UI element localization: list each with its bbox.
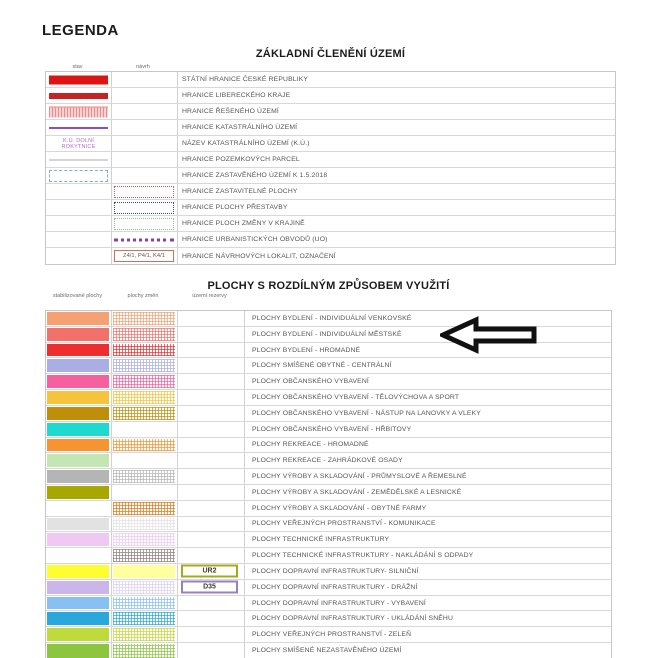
- bar-swatch: [49, 93, 108, 99]
- land-use-row: [46, 469, 611, 485]
- reserve-area-label-box: D35: [181, 581, 238, 594]
- change-area-swatch: [113, 644, 175, 658]
- land-use-row-label: PLOCHY VÝROBY A SKLADOVÁNÍ - PRŮMYSLOVÉ A ŘEMESLNÉ: [252, 473, 467, 481]
- land-use-row-label: PLOCHY DOPRAVNÍ INFRASTRUKTURY - DRÁŽNÍ: [252, 583, 418, 591]
- basic-division-row-label: HRANICE ZASTAVITELNÉ PLOCHY: [182, 188, 298, 195]
- stabilized-area-swatch: [47, 628, 109, 641]
- stabilized-area-swatch: [47, 565, 109, 578]
- line-swatch: [49, 159, 108, 160]
- land-use-row-label: PLOCHY TECHNICKÉ INFRASTRUKTURY - NAKLÁDÁNÍ S ODPADY: [252, 552, 474, 560]
- section-land-use-title: PLOCHY S ROZDÍLNÝM ZPŮSOBEM VYUŽITÍ: [207, 280, 450, 292]
- basic-division-row-label: HRANICE LIBERECKÉHO KRAJE: [182, 92, 291, 99]
- stabilized-area-swatch: [47, 581, 109, 594]
- basic-division-row-label: HRANICE PLOCH ZMĚNY V KRAJINĚ: [182, 220, 305, 227]
- stav-cell: [46, 72, 111, 87]
- basic-division-row: [46, 104, 615, 120]
- change-area-swatch: [113, 407, 175, 420]
- land-use-row: [46, 438, 611, 454]
- change-area-swatch: [113, 549, 175, 562]
- navrh-cell: [111, 184, 177, 199]
- change-area-swatch: [113, 581, 175, 594]
- stabilized-area-swatch: [47, 328, 109, 341]
- stabilized-area-swatch: [47, 612, 109, 625]
- stripes-swatch: [49, 106, 108, 117]
- land-use-row-label: PLOCHY SMÍŠENÉ NEZASTAVĚNÉHO ÚZEMÍ: [252, 647, 402, 655]
- land-use-row-label: PLOCHY OBČANSKÉHO VYBAVENÍ - HŘBITOVY: [252, 425, 412, 433]
- navrh-cell: [111, 200, 177, 215]
- land-use-row-label: PLOCHY TECHNICKÉ INFRASTRUKTURY: [252, 536, 390, 544]
- land-use-row-label: PLOCHY BYDLENÍ - INDIVIDUÁLNÍ MĚSTSKÉ: [252, 330, 402, 338]
- land-use-row-label: PLOCHY OBČANSKÉHO VYBAVENÍ: [252, 378, 369, 386]
- land-use-row-label: PLOCHY DOPRAVNÍ INFRASTRUKTURY - UKLÁDÁNÍ SNĚHU: [252, 615, 454, 623]
- dot-rect-swatch: [114, 218, 174, 230]
- basic-division-row-label: NÁZEV KATASTRÁLNÍHO ÚZEMÍ (K.Ú.): [182, 140, 310, 147]
- change-area-swatch: [113, 470, 175, 483]
- stabilized-area-swatch: [47, 359, 109, 372]
- stabilized-area-swatch: [47, 454, 109, 467]
- change-area-swatch: [113, 439, 175, 452]
- basic-division-row: [46, 200, 615, 216]
- land-use-row-label: PLOCHY OBČANSKÉHO VYBAVENÍ - TĚLOVÝCHOVA A SPORT: [252, 393, 460, 401]
- colhead-navrh: návrh: [136, 64, 150, 70]
- land-use-row-label: PLOCHY DOPRAVNÍ INFRASTRUKTURY- SILNIČNÍ: [252, 567, 419, 575]
- change-area-swatch: [113, 565, 175, 578]
- section-basic-title: ZÁKLADNÍ ČLENĚNÍ ÚZEMÍ: [255, 48, 406, 60]
- basic-division-table: [45, 71, 616, 265]
- land-use-row-label: PLOCHY SMÍŠENÉ OBYTNÉ - CENTRÁLNÍ: [252, 362, 392, 370]
- change-area-swatch: [113, 518, 175, 531]
- basic-division-row-label: HRANICE POZEMKOVÝCH PARCEL: [182, 156, 300, 163]
- land-use-row: [46, 422, 611, 438]
- stabilized-area-swatch: [47, 470, 109, 483]
- stav-cell: [46, 152, 111, 167]
- basic-division-row: [46, 248, 615, 264]
- change-area-swatch: [113, 597, 175, 610]
- basic-division-row-label: HRANICE ZASTAVĚNÉHO ÚZEMÍ K 1.5.2018: [182, 172, 328, 179]
- colhead-stav: stav: [72, 64, 83, 70]
- navrh-cell: [111, 216, 177, 231]
- change-area-swatch: [113, 391, 175, 404]
- basic-division-row: [46, 152, 615, 168]
- stav-cell: [46, 136, 111, 151]
- land-use-row: [46, 596, 611, 612]
- basic-division-row: [46, 184, 615, 200]
- stav-cell: [46, 88, 111, 103]
- text-swatch: K.Ú. DOLNÍ ROKYTNICE: [61, 137, 96, 150]
- land-use-row: [46, 532, 611, 548]
- dot-rect-swatch: [114, 186, 174, 198]
- basic-division-row: [46, 168, 615, 184]
- land-use-row-label: PLOCHY REKREACE - ZAHRÁDKOVÉ OSADY: [252, 457, 403, 465]
- land-use-row: [46, 564, 611, 580]
- basic-division-row-label: HRANICE ŘEŠENÉHO ÚZEMÍ: [182, 108, 279, 115]
- stabilized-area-swatch: [47, 644, 109, 658]
- change-area-swatch: [113, 628, 175, 641]
- section-basic-division: [45, 48, 616, 264]
- colhead-plochy-zmen: plochy změn: [127, 293, 159, 299]
- change-area-swatch: [113, 533, 175, 546]
- stabilized-area-swatch: [47, 423, 109, 436]
- dash-rect-swatch: [49, 170, 108, 182]
- land-use-row-label: PLOCHY VEŘEJNÝCH PROSTRANSTVÍ - ZELEŇ: [252, 631, 412, 639]
- stav-cell: [46, 168, 111, 183]
- land-use-row: [46, 406, 611, 422]
- stav-cell: [46, 104, 111, 119]
- change-area-swatch: [113, 502, 175, 515]
- land-use-row: [46, 358, 611, 374]
- basic-division-row: [46, 232, 615, 248]
- stabilized-area-swatch: [47, 439, 109, 452]
- land-use-row-label: PLOCHY BYDLENÍ - INDIVIDUÁLNÍ VENKOVSKÉ: [252, 314, 412, 322]
- basic-division-row: [46, 88, 615, 104]
- bar-swatch: [49, 75, 108, 84]
- stabilized-area-swatch: [47, 312, 109, 325]
- basic-division-row-label: STÁTNÍ HRANICE ČESKÉ REPUBLIKY: [182, 76, 309, 83]
- land-use-row: [46, 517, 611, 533]
- basic-division-row: [46, 136, 615, 152]
- change-area-swatch: [113, 612, 175, 625]
- change-area-swatch: [113, 344, 175, 357]
- stabilized-area-swatch: [47, 518, 109, 531]
- change-area-swatch: [113, 375, 175, 388]
- stabilized-area-swatch: [47, 375, 109, 388]
- basic-division-row: [46, 72, 615, 88]
- colhead-uzemi-rezervy: území rezervy: [192, 293, 227, 299]
- line-swatch: [49, 127, 108, 129]
- land-use-row: [46, 611, 611, 627]
- basic-division-row-label: HRANICE KATASTRÁLNÍHO ÚZEMÍ: [182, 124, 298, 131]
- land-use-row: [46, 643, 611, 658]
- land-use-row-label: PLOCHY REKREACE - HROMADNÉ: [252, 441, 369, 449]
- basic-division-row: [46, 216, 615, 232]
- land-use-row: [46, 501, 611, 517]
- stav-cell: [46, 120, 111, 135]
- land-use-row: [46, 580, 611, 596]
- basic-division-row: [46, 120, 615, 136]
- stabilized-area-swatch: [47, 533, 109, 546]
- stabilized-area-swatch: [47, 344, 109, 357]
- land-use-row-label: PLOCHY VÝROBY A SKLADOVÁNÍ - OBYTNÉ FARMY: [252, 504, 427, 512]
- reserve-area-label-box: UR2: [181, 565, 238, 578]
- dot-rect-swatch: [114, 202, 174, 214]
- stabilized-area-swatch: [47, 597, 109, 610]
- land-use-table: [45, 310, 612, 658]
- land-use-row: [46, 374, 611, 390]
- stabilized-area-swatch: [47, 407, 109, 420]
- dot-line-swatch: [114, 238, 174, 241]
- land-use-row: [46, 453, 611, 469]
- change-area-swatch: [113, 312, 175, 325]
- land-use-row-label: PLOCHY VEŘEJNÝCH PROSTRANSTVÍ - KOMUNIKACE: [252, 520, 436, 528]
- stabilized-area-swatch: [47, 486, 109, 499]
- land-use-row: [46, 390, 611, 406]
- land-use-row-label: PLOCHY DOPRAVNÍ INFRASTRUKTURY - VYBAVENÍ: [252, 599, 426, 607]
- basic-division-row-label: HRANICE URBANISTICKÝCH OBVODŮ (UO): [182, 236, 328, 243]
- annotation-left-arrow-icon: [440, 316, 540, 354]
- change-area-swatch: [113, 328, 175, 341]
- land-use-row: [46, 627, 611, 643]
- basic-division-row-label: HRANICE PLOCHY PŘESTAVBY: [182, 204, 288, 211]
- change-area-swatch: [113, 359, 175, 372]
- land-use-row-label: PLOCHY BYDLENÍ - HROMADNÉ: [252, 346, 361, 354]
- colhead-stabilizovane: stabilizované plochy: [52, 293, 103, 299]
- land-use-row-label: PLOCHY OBČANSKÉHO VYBAVENÍ - NÁSTUP NA LANOVKY A VLEKY: [252, 409, 481, 417]
- stabilized-area-swatch: [47, 391, 109, 404]
- label-box-swatch: Z4/1, P4/1, K4/1: [114, 250, 174, 262]
- basic-division-row-label: HRANICE NÁVRHOVÝCH LOKALIT, OZNAČENÍ: [182, 252, 336, 260]
- land-use-row-label: PLOCHY VÝROBY A SKLADOVÁNÍ - ZEMĚDĚLSKÉ A LESNICKÉ: [252, 488, 462, 496]
- page-title: LEGENDA: [42, 22, 119, 39]
- navrh-cell: [111, 232, 177, 247]
- land-use-row: [46, 485, 611, 501]
- land-use-row: [46, 548, 611, 564]
- navrh-cell: [111, 248, 177, 264]
